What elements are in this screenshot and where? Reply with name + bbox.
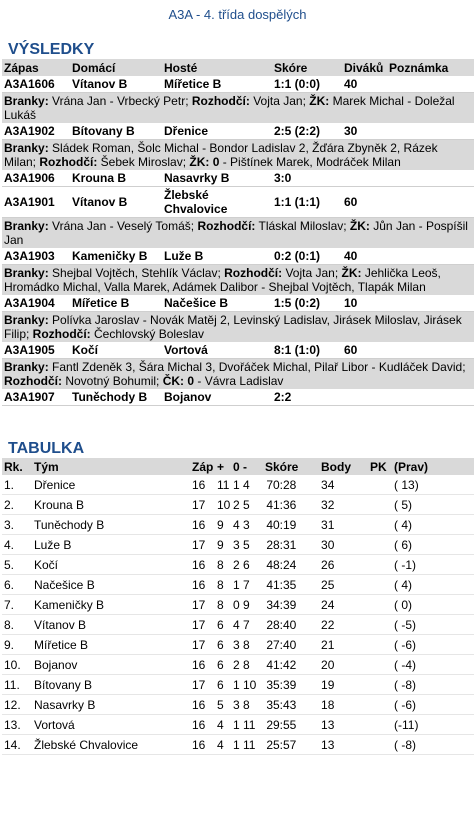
standings-losses: 7 bbox=[241, 575, 263, 595]
match-id: A3A1907 bbox=[2, 389, 70, 406]
standings-rank: 13. bbox=[2, 715, 32, 735]
standings-row bbox=[2, 635, 474, 655]
standings-row bbox=[2, 655, 474, 675]
standings-goals-against: 19 bbox=[283, 515, 319, 535]
detail-text: Sládek Roman, Šolc Michal - Bondor Ladislav 2, Žďára Zbyněk 2, Rázek Milan; bbox=[4, 141, 438, 169]
standings-pk bbox=[368, 715, 392, 735]
standings-goals-against: 28 bbox=[283, 475, 319, 495]
match-row bbox=[2, 295, 474, 312]
standings-truth: ( 5) bbox=[392, 495, 474, 515]
standings-points: 13 bbox=[319, 715, 368, 735]
standings-goals-against: 35 bbox=[283, 575, 319, 595]
standings-goals-for: 35: bbox=[263, 675, 283, 695]
standings-row bbox=[2, 475, 474, 495]
standings-header-team: Tým bbox=[32, 458, 190, 475]
home-team: Kočí bbox=[70, 342, 162, 359]
standings-played: 16 bbox=[190, 735, 215, 755]
standings-wins: 8 bbox=[215, 575, 231, 595]
away-team: Vortová bbox=[162, 342, 272, 359]
standings-pk bbox=[368, 595, 392, 615]
standings-points: 22 bbox=[319, 615, 368, 635]
standings-team: Tuněchody B bbox=[32, 515, 190, 535]
standings-goals-for: 34: bbox=[263, 595, 283, 615]
match-row bbox=[2, 248, 474, 265]
standings-goals-against: 24 bbox=[283, 555, 319, 575]
standings-draws: 3 bbox=[231, 695, 241, 715]
match-details-row bbox=[2, 218, 474, 248]
standings-draws: 1 bbox=[231, 675, 241, 695]
results-header-score: Skóre bbox=[272, 59, 342, 76]
match-details bbox=[2, 359, 474, 389]
standings-goals-against: 39 bbox=[283, 675, 319, 695]
away-team: Načešice B bbox=[162, 295, 272, 312]
standings-draws: 1 bbox=[231, 475, 241, 495]
standings-points: 25 bbox=[319, 575, 368, 595]
away-team: Luže B bbox=[162, 248, 272, 265]
standings-wins: 10 bbox=[215, 495, 231, 515]
standings-draws: 1 bbox=[231, 715, 241, 735]
standings-losses: 9 bbox=[241, 595, 263, 615]
standings-points: 31 bbox=[319, 515, 368, 535]
away-team: Bojanov bbox=[162, 389, 272, 406]
spectators: 40 bbox=[342, 76, 387, 93]
match-id: A3A1606 bbox=[2, 76, 70, 93]
page-title: A3A - 4. třída dospělých bbox=[168, 7, 307, 22]
standings-row bbox=[2, 615, 474, 635]
match-row bbox=[2, 76, 474, 93]
standings-team: Kameničky B bbox=[32, 595, 190, 615]
standings-goals-against: 39 bbox=[283, 595, 319, 615]
standings-rank: 12. bbox=[2, 695, 32, 715]
away-team: Nasavrky B bbox=[162, 170, 272, 187]
standings-team: Nasavrky B bbox=[32, 695, 190, 715]
standings-row bbox=[2, 575, 474, 595]
standings-rank: 8. bbox=[2, 615, 32, 635]
standings-wins: 8 bbox=[215, 595, 231, 615]
standings-pk bbox=[368, 695, 392, 715]
standings-played: 16 bbox=[190, 475, 215, 495]
standings-played: 16 bbox=[190, 555, 215, 575]
standings-played: 17 bbox=[190, 595, 215, 615]
away-team: Dřenice bbox=[162, 123, 272, 140]
standings-losses: 11 bbox=[241, 715, 263, 735]
home-team: Kameničky B bbox=[70, 248, 162, 265]
match-note bbox=[387, 187, 474, 218]
standings-team: Dřenice bbox=[32, 475, 190, 495]
standings-header-rank: Rk. bbox=[2, 458, 32, 475]
detail-label: ŽK: bbox=[309, 94, 330, 108]
standings-truth: ( -4) bbox=[392, 655, 474, 675]
match-id: A3A1906 bbox=[2, 170, 70, 187]
standings-row bbox=[2, 735, 474, 755]
match-row bbox=[2, 389, 474, 406]
standings-rank: 3. bbox=[2, 515, 32, 535]
standings-truth: ( -1) bbox=[392, 555, 474, 575]
home-team: Tuněchody B bbox=[70, 389, 162, 406]
detail-text: Tláskal Miloslav; bbox=[255, 219, 350, 233]
standings-truth: ( -6) bbox=[392, 695, 474, 715]
standings-header-points: Body bbox=[319, 458, 368, 475]
standings-header-pk: PK bbox=[368, 458, 392, 475]
standings-pk bbox=[368, 735, 392, 755]
standings-wins: 6 bbox=[215, 615, 231, 635]
standings-draws: 1 bbox=[231, 575, 241, 595]
match-note bbox=[387, 389, 474, 406]
standings-points: 34 bbox=[319, 475, 368, 495]
standings-points: 21 bbox=[319, 635, 368, 655]
standings-goals-for: 41: bbox=[263, 655, 283, 675]
standings-header-wins: + bbox=[215, 458, 231, 475]
match-score: 2:5 (2:2) bbox=[272, 123, 342, 140]
detail-text: Čechlovský Boleslav bbox=[90, 327, 205, 341]
match-details-row bbox=[2, 140, 474, 170]
standings-pk bbox=[368, 535, 392, 555]
standings-losses: 4 bbox=[241, 475, 263, 495]
match-details bbox=[2, 312, 474, 342]
standings-team: Mířetice B bbox=[32, 635, 190, 655]
standings-draws: 4 bbox=[231, 615, 241, 635]
match-score: 2:2 bbox=[272, 389, 342, 406]
detail-text: Vrána Jan - Vrbecký Petr; bbox=[48, 94, 192, 108]
standings-goals-against: 40 bbox=[283, 615, 319, 635]
spectators: 40 bbox=[342, 248, 387, 265]
standings-draws: 2 bbox=[231, 655, 241, 675]
detail-text: Vojta Jan; bbox=[249, 94, 310, 108]
standings-points: 30 bbox=[319, 535, 368, 555]
standings-played: 16 bbox=[190, 655, 215, 675]
standings-wins: 11 bbox=[215, 475, 231, 495]
standings-header-played: Záp bbox=[192, 459, 214, 474]
standings-points: 24 bbox=[319, 595, 368, 615]
standings-row bbox=[2, 675, 474, 695]
results-table bbox=[2, 59, 474, 406]
standings-losses: 11 bbox=[241, 735, 263, 755]
standings-goals-for: 40: bbox=[263, 515, 283, 535]
standings-played: 16 bbox=[190, 575, 215, 595]
standings-row bbox=[2, 695, 474, 715]
standings-losses: 8 bbox=[241, 655, 263, 675]
standings-pk bbox=[368, 615, 392, 635]
standings-truth: ( 0) bbox=[392, 595, 474, 615]
detail-text: Shejbal Vojtěch, Stehlík Václav; bbox=[48, 266, 225, 280]
spectators bbox=[342, 389, 387, 406]
standings-team: Krouna B bbox=[32, 495, 190, 515]
standings-points: 13 bbox=[319, 735, 368, 755]
standings-played: 17 bbox=[190, 535, 215, 555]
standings-pk bbox=[368, 555, 392, 575]
standings-goals-against: 43 bbox=[283, 695, 319, 715]
standings-losses: 7 bbox=[241, 615, 263, 635]
standings-goals-for: 25: bbox=[263, 735, 283, 755]
standings-wins: 6 bbox=[215, 675, 231, 695]
standings-played: 17 bbox=[190, 615, 215, 635]
standings-wins: 6 bbox=[215, 655, 231, 675]
match-id: A3A1903 bbox=[2, 248, 70, 265]
match-id: A3A1904 bbox=[2, 295, 70, 312]
standings-goals-for: 41: bbox=[263, 495, 283, 515]
standings-truth: ( 13) bbox=[392, 475, 474, 495]
results-header-away: Hosté bbox=[162, 59, 272, 76]
standings-draws: 0 bbox=[231, 595, 241, 615]
results-header-row bbox=[2, 59, 474, 76]
standings-truth: ( -5) bbox=[392, 615, 474, 635]
standings-truth: ( 6) bbox=[392, 535, 474, 555]
detail-text: Šebek Miroslav; bbox=[97, 155, 190, 169]
standings-team: Vortová bbox=[32, 715, 190, 735]
detail-label: ŽK: 0 bbox=[189, 155, 220, 169]
standings-row bbox=[2, 515, 474, 535]
results-header-spectators: Diváků bbox=[342, 59, 387, 76]
standings-losses: 3 bbox=[241, 515, 263, 535]
results-header-home: Domácí bbox=[70, 59, 162, 76]
standings-pk bbox=[368, 495, 392, 515]
match-note bbox=[387, 170, 474, 187]
standings-header-row bbox=[2, 458, 474, 475]
standings-goals-against: 55 bbox=[283, 715, 319, 735]
spectators: 60 bbox=[342, 342, 387, 359]
spectators: 10 bbox=[342, 295, 387, 312]
standings-points: 18 bbox=[319, 695, 368, 715]
detail-label: Rozhodčí: bbox=[191, 94, 250, 108]
standings-goals-against: 36 bbox=[283, 495, 319, 515]
standings-played: 16 bbox=[190, 515, 215, 535]
standings-rank: 10. bbox=[2, 655, 32, 675]
detail-text: Vojta Jan; bbox=[282, 266, 342, 280]
standings-draws: 1 bbox=[231, 735, 241, 755]
match-id: A3A1902 bbox=[2, 123, 70, 140]
standings-truth: ( 4) bbox=[392, 515, 474, 535]
away-team: Mířetice B bbox=[162, 76, 272, 93]
match-score: 1:1 (1:1) bbox=[272, 187, 342, 218]
detail-label: Branky: bbox=[4, 360, 49, 374]
match-details bbox=[2, 140, 474, 170]
match-score: 1:5 (0:2) bbox=[272, 295, 342, 312]
home-team: Mířetice B bbox=[70, 295, 162, 312]
match-note bbox=[387, 342, 474, 359]
spectators: 60 bbox=[342, 187, 387, 218]
standings-row bbox=[2, 535, 474, 555]
standings-truth: (-11) bbox=[392, 715, 474, 735]
standings-goals-against: 31 bbox=[283, 535, 319, 555]
standings-goals-against: 40 bbox=[283, 635, 319, 655]
standings-truth: ( -6) bbox=[392, 635, 474, 655]
detail-label: Branky: bbox=[4, 313, 49, 327]
match-details bbox=[2, 218, 474, 248]
match-details bbox=[2, 93, 474, 123]
standings-pk bbox=[368, 475, 392, 495]
detail-text: Jůn Jan - Pospíšil Jan bbox=[4, 219, 468, 247]
standings-losses: 6 bbox=[241, 555, 263, 575]
match-score: 3:0 bbox=[272, 170, 342, 187]
detail-label: ŽK: bbox=[341, 266, 362, 280]
standings-wins: 4 bbox=[215, 735, 231, 755]
match-note bbox=[387, 248, 474, 265]
detail-text: Jehlička Leoš, Hromádko Michal, Valla Marek, Adámek Dalibor - Shejbal Vojtěch, Tlapák Milan bbox=[4, 266, 441, 294]
standings-team: Luže B bbox=[32, 535, 190, 555]
standings-rank: 4. bbox=[2, 535, 32, 555]
detail-label: Rozhodčí: bbox=[197, 219, 256, 233]
standings-team: Vítanov B bbox=[32, 615, 190, 635]
match-id: A3A1905 bbox=[2, 342, 70, 359]
standings-team: Načešice B bbox=[32, 575, 190, 595]
standings-header-losses: - bbox=[241, 458, 263, 475]
standings-rank: 9. bbox=[2, 635, 32, 655]
standings-goals-for: 48: bbox=[263, 555, 283, 575]
match-score: 8:1 (1:0) bbox=[272, 342, 342, 359]
standings-draws: 3 bbox=[231, 635, 241, 655]
match-score: 0:2 (0:1) bbox=[272, 248, 342, 265]
standings-pk bbox=[368, 675, 392, 695]
spectators bbox=[342, 170, 387, 187]
standings-played: 17 bbox=[190, 675, 215, 695]
standings-row bbox=[2, 495, 474, 515]
match-id: A3A1901 bbox=[2, 187, 70, 218]
standings-points: 26 bbox=[319, 555, 368, 575]
standings-draws: 2 bbox=[231, 495, 241, 515]
standings-played: 17 bbox=[190, 635, 215, 655]
detail-text: Vrána Jan - Veselý Tomáš; bbox=[48, 219, 198, 233]
detail-text: Fantl Zdeněk 3, Šára Michal 3, Dvořáček Michal, Pilař Libor - Kudláček David; bbox=[48, 360, 466, 374]
match-row bbox=[2, 187, 474, 218]
standings-team: Kočí bbox=[32, 555, 190, 575]
match-note bbox=[387, 123, 474, 140]
standings-pk bbox=[368, 635, 392, 655]
detail-label: Branky: bbox=[4, 219, 49, 233]
standings-losses: 8 bbox=[241, 695, 263, 715]
match-score: 1:1 (0:0) bbox=[272, 76, 342, 93]
standings-goals-for: 70: bbox=[263, 475, 283, 495]
standings-rank: 7. bbox=[2, 595, 32, 615]
standings-draws: 3 bbox=[231, 535, 241, 555]
standings-wins: 5 bbox=[215, 695, 231, 715]
home-team: Vítanov B bbox=[70, 76, 162, 93]
match-details-row bbox=[2, 93, 474, 123]
standings-played: 16 bbox=[190, 695, 215, 715]
results-header-match: Zápas bbox=[2, 59, 70, 76]
standings-truth: ( -8) bbox=[392, 675, 474, 695]
standings-wins: 9 bbox=[215, 535, 231, 555]
standings-table bbox=[2, 458, 474, 755]
standings-header-truth: (Prav) bbox=[392, 458, 474, 475]
away-team: Žlebské Chvalovice bbox=[162, 187, 272, 218]
standings-goals-for: 41: bbox=[263, 575, 283, 595]
home-team: Krouna B bbox=[70, 170, 162, 187]
match-note bbox=[387, 76, 474, 93]
match-note bbox=[387, 295, 474, 312]
standings-wins: 8 bbox=[215, 555, 231, 575]
standings-rank: 1. bbox=[2, 475, 32, 495]
standings-rank: 6. bbox=[2, 575, 32, 595]
match-details bbox=[2, 265, 474, 295]
standings-losses: 10 bbox=[241, 675, 263, 695]
standings-truth: ( 4) bbox=[392, 575, 474, 595]
standings-points: 19 bbox=[319, 675, 368, 695]
match-details-row bbox=[2, 312, 474, 342]
match-row bbox=[2, 170, 474, 187]
detail-label: Rozhodčí: bbox=[4, 374, 62, 388]
standings-pk bbox=[368, 575, 392, 595]
standings-losses: 8 bbox=[241, 635, 263, 655]
standings-header-score: Skóre bbox=[263, 458, 319, 475]
standings-draws: 4 bbox=[231, 515, 241, 535]
standings-rank: 14. bbox=[2, 735, 32, 755]
standings-goals-for: 28: bbox=[263, 535, 283, 555]
standings-points: 32 bbox=[319, 495, 368, 515]
detail-text: Marek Michal - Doležal Lukáš bbox=[4, 94, 455, 122]
standings-draws: 2 bbox=[231, 555, 241, 575]
standings-title: TABULKA bbox=[8, 440, 85, 457]
match-details-row bbox=[2, 265, 474, 295]
detail-label: ŽK: bbox=[349, 219, 370, 233]
standings-pk bbox=[368, 655, 392, 675]
standings-goals-for: 35: bbox=[263, 695, 283, 715]
standings-row bbox=[2, 595, 474, 615]
detail-text: Novotný Bohumil; bbox=[62, 374, 163, 388]
match-row bbox=[2, 342, 474, 359]
standings-played: 17 bbox=[190, 495, 215, 515]
standings-team: Žlebské Chvalovice bbox=[32, 735, 190, 755]
standings-losses: 5 bbox=[241, 495, 263, 515]
standings-row bbox=[2, 715, 474, 735]
standings-goals-against: 57 bbox=[283, 735, 319, 755]
detail-label: Branky: bbox=[4, 94, 49, 108]
standings-truth: ( -8) bbox=[392, 735, 474, 755]
standings-rank: 11. bbox=[2, 675, 32, 695]
standings-goals-for: 28: bbox=[263, 615, 283, 635]
standings-played: 16 bbox=[190, 715, 215, 735]
standings-rank: 5. bbox=[2, 555, 32, 575]
detail-label: Rozhodčí: bbox=[39, 155, 98, 169]
detail-text: - Pištínek Marek, Modráček Milan bbox=[219, 155, 401, 169]
detail-label: Branky: bbox=[4, 141, 49, 155]
results-title: VÝSLEDKY bbox=[8, 41, 95, 58]
standings-rank: 2. bbox=[2, 495, 32, 515]
detail-text: Polívka Jaroslav - Novák Matěj 2, Levinský Ladislav, Jirásek Miloslav, Jirásek Filip; bbox=[4, 313, 462, 341]
standings-goals-for: 29: bbox=[263, 715, 283, 735]
standings-points: 20 bbox=[319, 655, 368, 675]
detail-label: ČK: 0 bbox=[162, 374, 195, 388]
standings-wins: 9 bbox=[215, 515, 231, 535]
results-header-note: Poznámka bbox=[387, 59, 474, 76]
match-row bbox=[2, 123, 474, 140]
standings-header-draws: 0 bbox=[233, 459, 240, 474]
standings-goals-against: 42 bbox=[283, 655, 319, 675]
standings-pk bbox=[368, 515, 392, 535]
standings-goals-for: 27: bbox=[263, 635, 283, 655]
detail-label: Rozhodčí: bbox=[32, 327, 91, 341]
standings-team: Bojanov bbox=[32, 655, 190, 675]
standings-team: Bítovany B bbox=[32, 675, 190, 695]
detail-label: Rozhodčí: bbox=[224, 266, 283, 280]
standings-wins: 6 bbox=[215, 635, 231, 655]
home-team: Vítanov B bbox=[70, 187, 162, 218]
detail-label: Branky: bbox=[4, 266, 49, 280]
standings-row bbox=[2, 555, 474, 575]
spectators: 30 bbox=[342, 123, 387, 140]
match-details-row bbox=[2, 359, 474, 389]
detail-text: - Vávra Ladislav bbox=[194, 374, 284, 388]
home-team: Bítovany B bbox=[70, 123, 162, 140]
standings-losses: 5 bbox=[241, 535, 263, 555]
standings-wins: 4 bbox=[215, 715, 231, 735]
